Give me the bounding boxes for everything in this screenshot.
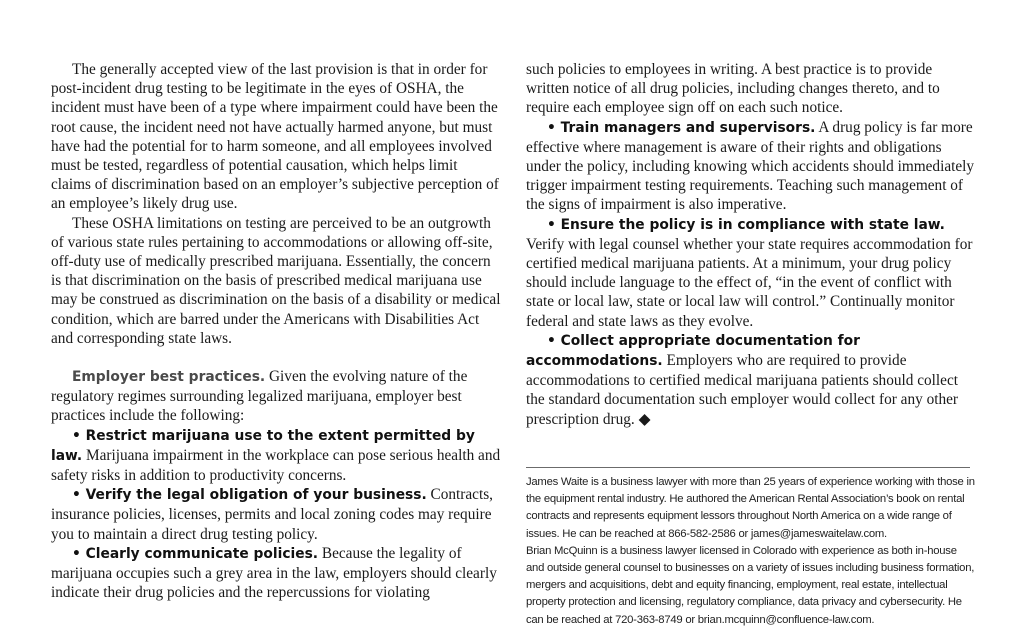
osha-limitations-paragraph: These OSHA limitations on testing are perceived to be an outgrowth of various state rules pertaining to accommodations or allowing off-site, off-duty use of medically prescribed marijuana. Essentially, the concern is that discrimination on the basis of prescribed medical marijuana use may be construed as discrimination on the basis of a disability or medical condition, which are barred under the Americans with Disabilities Act and corresponding state laws.: [51, 214, 501, 347]
bio-james-waite: James Waite is a business lawyer with more than 25 years of experience working with those in the equipment rental industry. He authored the American Rental Association’s book on rental contracts and represents equipment lessors throughout North America on a wide range of issues. He can be reached at 866-582-2586 or james@jameswaitelaw.com.: [526, 476, 975, 540]
paragraph-gap: [51, 348, 501, 367]
bullet-heading: • Ensure the policy is in compliance with state law.: [547, 216, 945, 233]
best-practices-intro: [51, 367, 501, 426]
bullet-heading: • Clearly communicate policies.: [72, 545, 319, 562]
bullet-body: Employers who are required to provide accommodations to certified medical marijuana patients should collect the standard documentation such employer would collect for any other prescription drug. ◆: [526, 352, 959, 428]
section-heading: Employer best practices.: [72, 369, 266, 386]
bullet-heading: • Restrict marijuana use to the extent permitted by law.: [51, 427, 475, 464]
bullet-verify-obligation: [51, 485, 501, 544]
bullet-communicate-policies: [51, 544, 501, 603]
left-column: [51, 60, 501, 602]
section-intro-text: Given the evolving nature of the regulatory regimes surrounding legalized marijuana, employer best practices include the following:: [51, 368, 468, 425]
bullet-train-managers: [526, 118, 976, 215]
author-bio: [526, 474, 976, 629]
bullet-body: Marijuana impairment in the workplace can pose serious health and safety risks in addition to productivity concerns.: [51, 446, 501, 485]
bio-divider: [526, 467, 970, 468]
bullet-collect-documentation: [526, 331, 976, 429]
bullet-body: Contracts, insurance policies, licenses, permits and local zoning codes may require you to maintain a direct drug testing policy.: [51, 486, 493, 543]
bio-brian-mcquinn: Brian McQuinn is a business lawyer licensed in Colorado with experience as both in-house and outside general counsel to businesses on a variety of issues including business formation, mergers and acquisitions, debt and equity financing, employment, real estate, intellectual property protection and licensing, regulatory compliance, data privacy and cybersecurity. He can be reached at 720-363-8749 or brian.mcquinn@confluence-law.com.: [526, 544, 975, 626]
bullet-heading: • Collect appropriate documentation for accommodations.: [526, 332, 860, 370]
bullet-restrict-use: [51, 426, 501, 486]
bullet-body: A drug policy is far more effective where management is aware of their rights and obligations under the policy, including knowing which accidents should immediately trigger impairment testing requirements. Teaching such management of the signs of impairment is also imperative.: [526, 118, 975, 214]
right-column: [526, 60, 976, 429]
bullet-body: Because the legality of marijuana occupies such a grey area in the law, employers should clearly indicate their drug policies and the repercussions for violating: [51, 544, 497, 602]
bullet-state-compliance: [526, 215, 976, 331]
osha-provision-paragraph: The generally accepted view of the last provision is that in order for post-incident drug testing to be legitimate in the eyes of OSHA, the incident must have been of a type where impairment could have been the root cause, the incident need not have actually harmed anyone, but must have had the potential for to harm someone, and all employees involved must be tested, regardless of potential causation, which helps limit claims of discrimination based on an employer’s subjective perception of an employee’s likely drug use.: [51, 61, 499, 213]
communicate-continuation: such policies to employees in writing. A best practice is to provide written notice of all drug policies, including changes thereto, and to require each employee sign off on each such notice.: [526, 61, 940, 117]
bullet-body: Verify with legal counsel whether your state requires accommodation for certified medical marijuana patients. At a minimum, your drug policy should include language to the effect of, “in the event of conflict with state or local law, state or local law will control.” Continually monitor federal and state laws as they evolve.: [526, 235, 973, 330]
bullet-heading: • Verify the legal obligation of your business.: [72, 487, 427, 504]
bullet-heading: • Train managers and supervisors.: [547, 119, 816, 136]
